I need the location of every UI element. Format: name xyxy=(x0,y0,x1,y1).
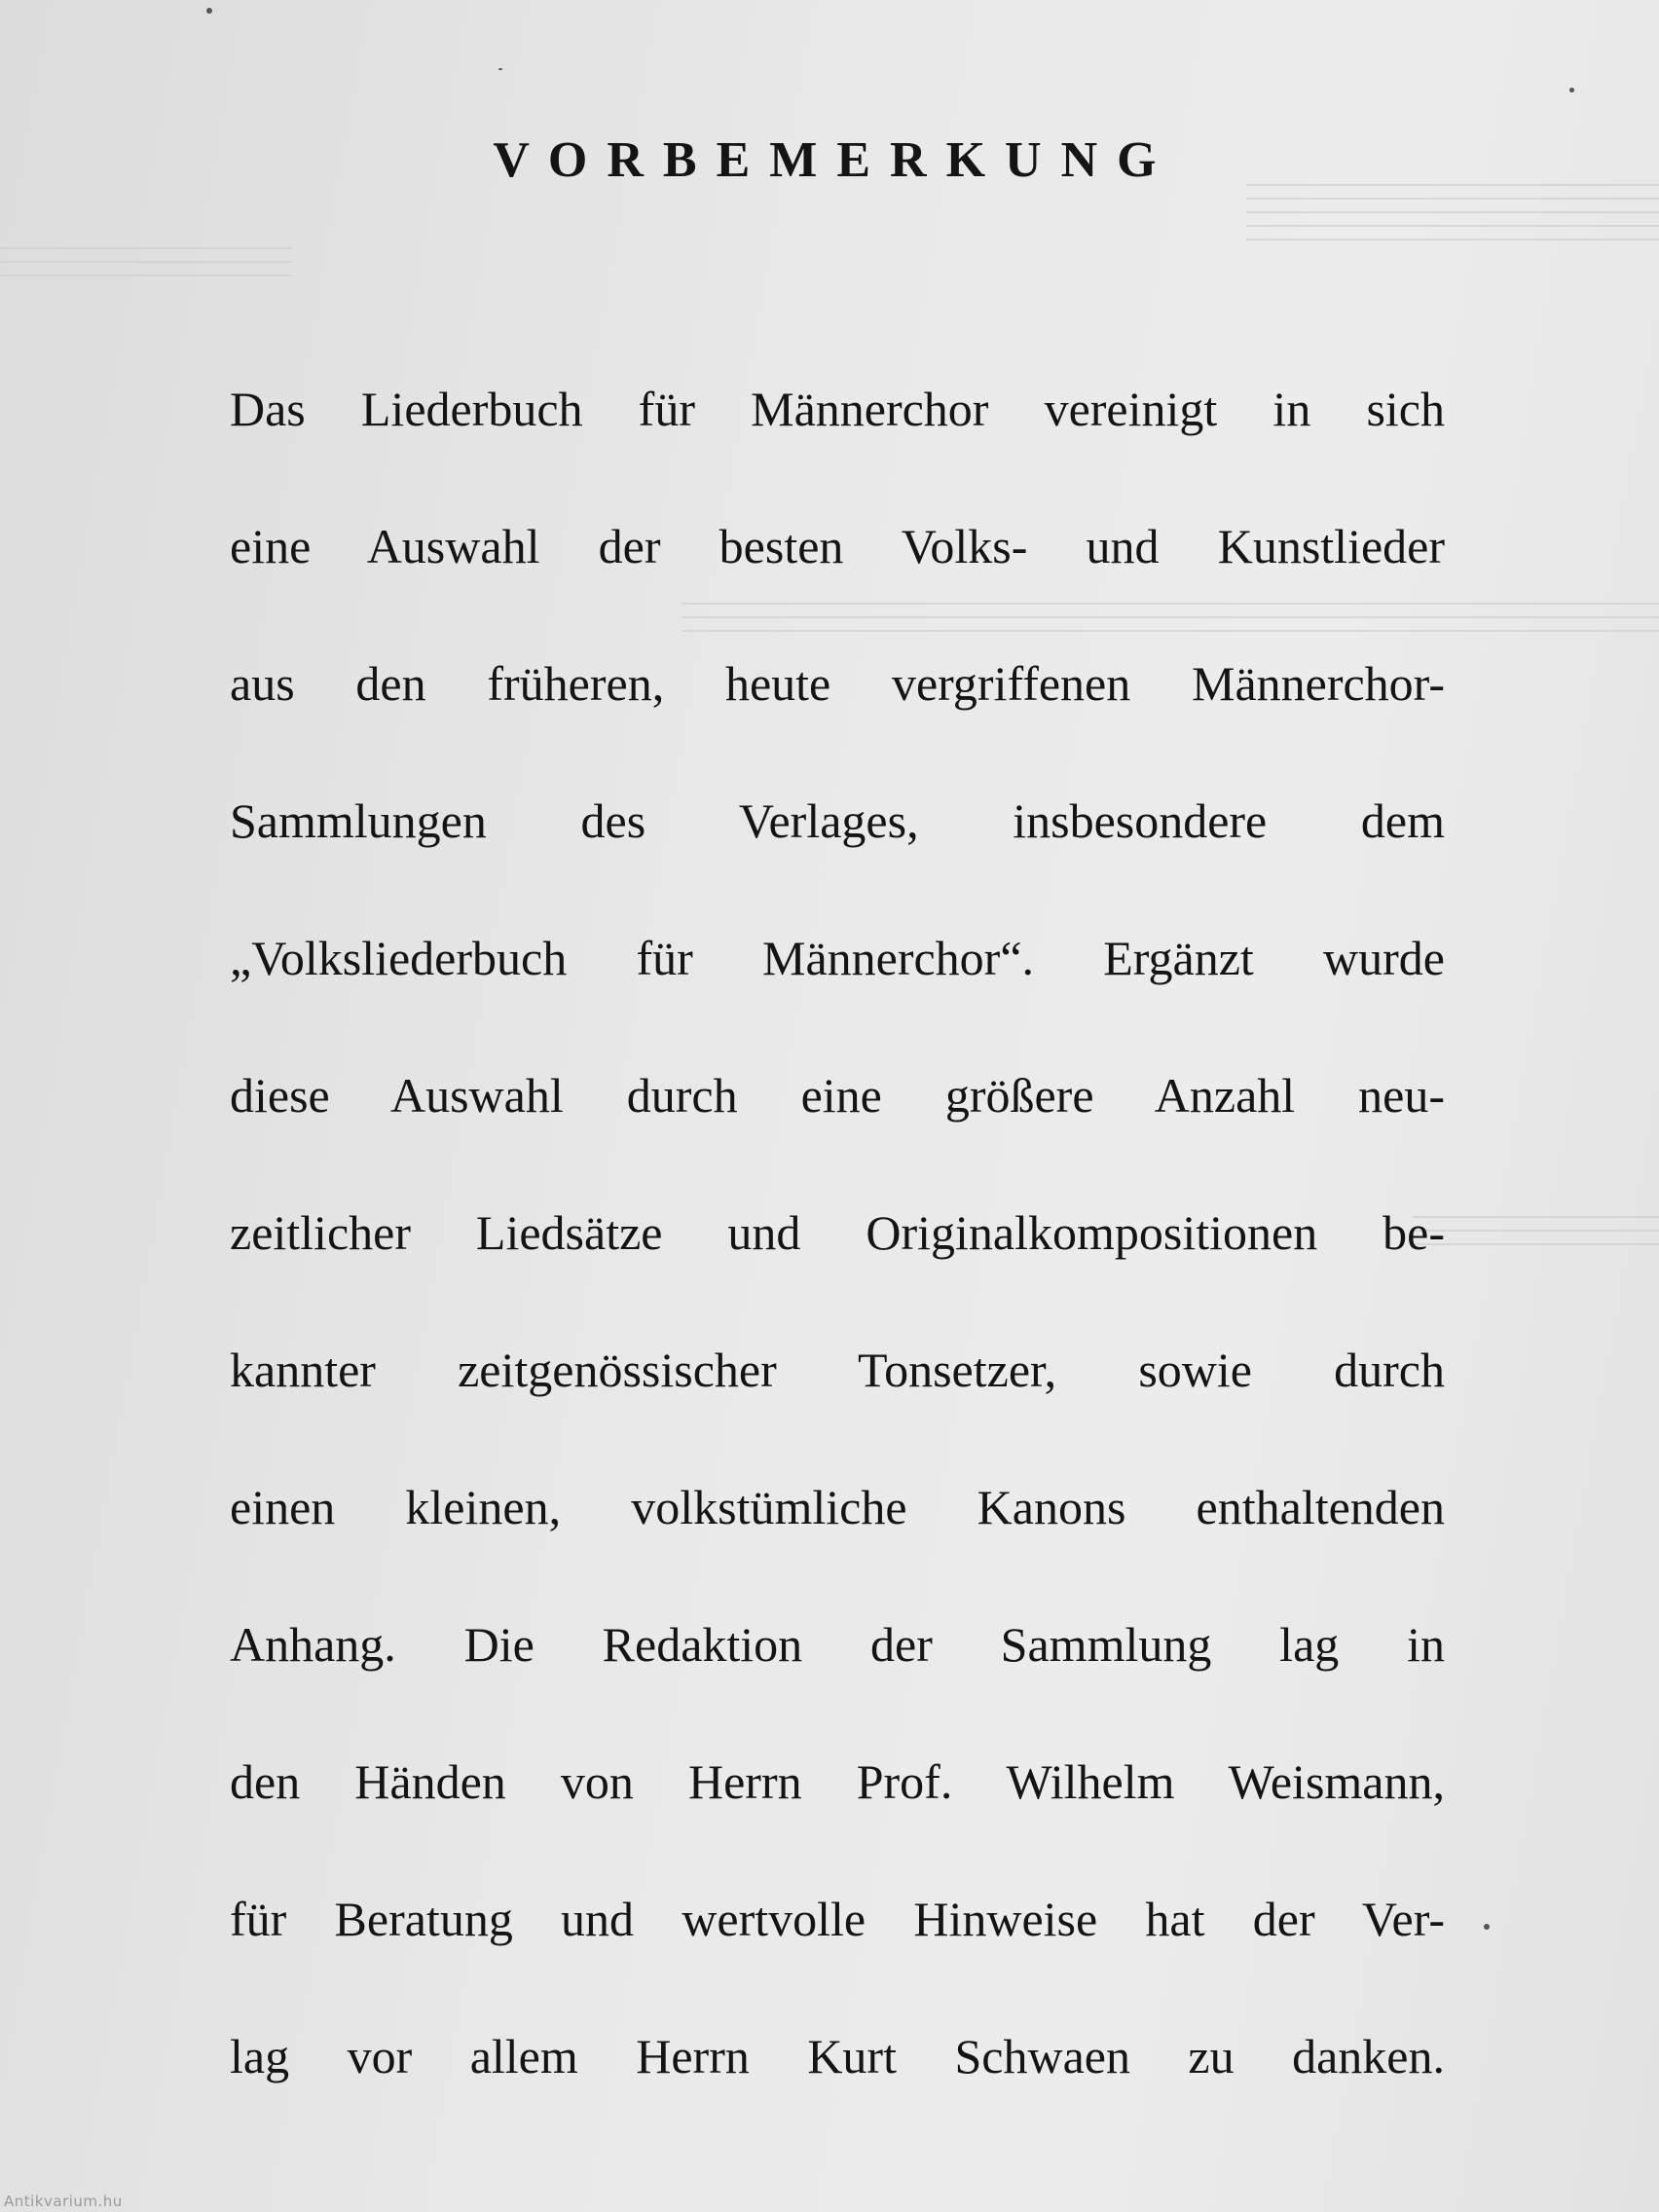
text-line: kannter zeitgenössischer Tonsetzer, sowie durch xyxy=(230,1343,1445,1397)
text-line: eine Auswahl der besten Volks- und Kunstlieder xyxy=(230,519,1445,573)
text-line: Das Liederbuch für Männerchor vereinigt in sich xyxy=(230,382,1445,436)
body-paragraph xyxy=(230,370,1445,2155)
text-line: aus den früheren, heute vergriffenen Männerchor- xyxy=(230,656,1445,711)
watermark: Antikvarium.hu xyxy=(4,2193,123,2210)
text-line: lag vor allem Herrn Kurt Schwaen zu danken. xyxy=(230,2029,1445,2083)
text-line: den Händen von Herrn Prof. Wilhelm Weismann, xyxy=(230,1754,1445,1809)
page-title: VORBEMERKUNG xyxy=(493,131,1176,188)
text-line: Sammlungen des Verlages, insbesondere dem xyxy=(230,793,1445,848)
text-line: diese Auswahl durch eine größere Anzahl neu- xyxy=(230,1068,1445,1123)
text-line: einen kleinen, volkstümliche Kanons enthaltenden xyxy=(230,1480,1445,1534)
text-line: „Volksliederbuch für Männerchor“. Ergänzt wurde xyxy=(230,931,1445,985)
text-line: Anhang. Die Redaktion der Sammlung lag in xyxy=(230,1617,1445,1672)
text-line: zeitlicher Liedsätze und Originalkompositionen be- xyxy=(230,1205,1445,1260)
text-line: für Beratung und wertvolle Hinweise hat der Ver- xyxy=(230,1892,1445,1946)
